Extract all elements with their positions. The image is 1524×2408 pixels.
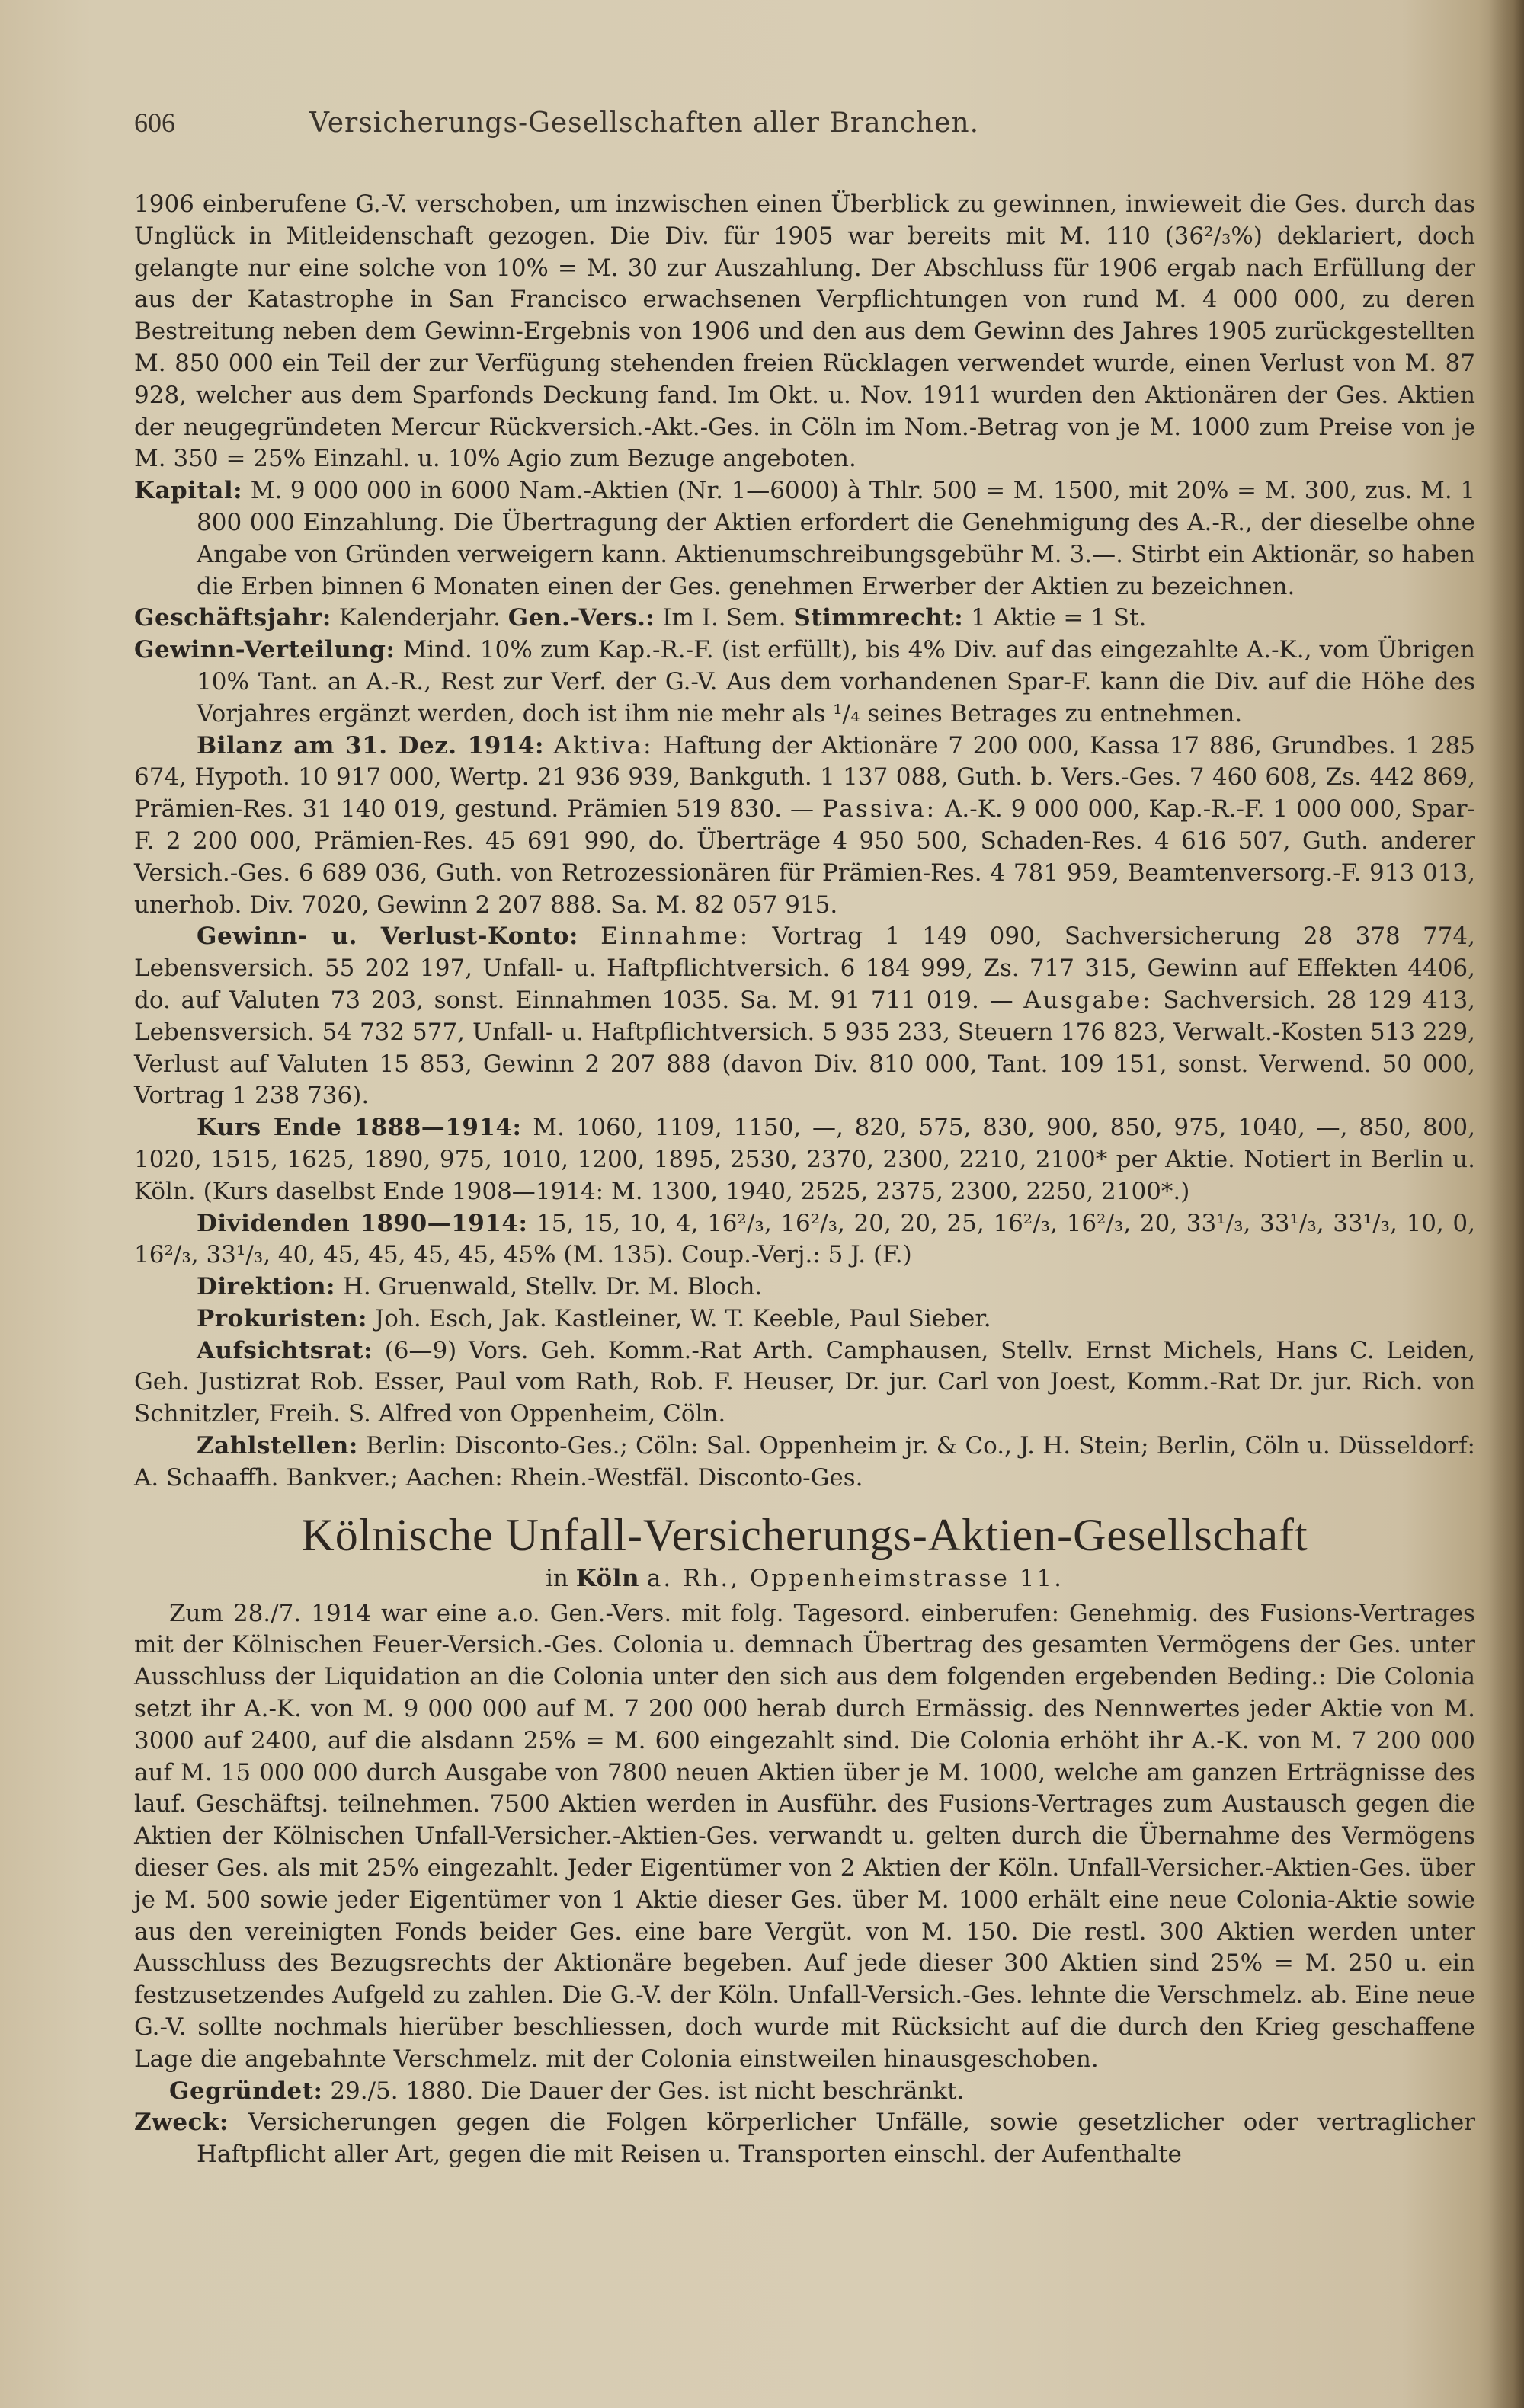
intro-text: 1906 einberufene G.-V. verschoben, um inzwischen einen Überblick zu gewinnen, inwieweit die Ges. durch das Unglück in Mitleidenschaft gezogen. Die Div. für 1905 war bereits mit M. 110 (36²/₃%) deklariert, doch gelangte nur eine solche von 10% = M. 30 zur Auszahlung. Der Abschluss für 1906 ergab nach Erfüllung der aus der Katastrophe in San Francisco erwachsenen Verpflichtungen von rund M. 4 000 000, zu deren Bestreitung neben dem Gewinn-Ergebnis von 1906 und den aus dem Gewinn des Jahres 1905 zurückgestellten M. 850 000 ein Teil der zur Verfügung stehenden freien Rücklagen verwendet wurde, einen Verlust von M. 87 928, welcher aus dem Sparfonds Deckung fand. Im Okt. u. Nov. 1911 wurden den Aktionären der Ges. Aktien der neugegründeten Mercur Rückversich.-Akt.-Ges. in Cöln im Nom.-Betrag von je M. 1000 zum Preise von je M. 350 = 25% Einzahl. u. 10% Agio zum Bezuge angeboten. [134,190,1475,473]
einnahme-label: Einnahme: [600,923,751,951]
gewinnverteilung-label: Gewinn-Verteilung: [134,636,395,664]
company-title: Kölnische Unfall-Versicherungs-Aktien-Gesellschaft [301,1509,1308,1560]
fusion-paragraph [134,1598,1475,2076]
ausgabe-label: Ausgabe: [1023,986,1153,1014]
dividenden-text: 15, 15, 10, 4, 16²/₃, 16²/₃, 20, 20, 25, 16²/₃, 16²/₃, 20, 33¹/₃, 33¹/₃, 33¹/₃, 10, 0, 16²/₃, 33¹/₃, 40, 45, 45, 45, 45, 45% (M. 135). Coup.-Verj.: 5 J. (F.) [134,1209,1475,1269]
geschaeftsjahr-label: Geschäftsjahr: [134,604,331,632]
kapital-label: Kapital: [134,477,243,505]
page-content [134,189,1475,2171]
prokuristen-paragraph [134,1303,1475,1335]
bilanz-paragraph [134,731,1475,922]
page-gutter-shadow [1489,0,1524,2408]
kurs-text: M. 1060, 1109, 1150, —, 820, 575, 830, 900, 850, 975, 1040, —, 850, 800, 1020, 1515, 1625, 1890, 975, 1010, 1200, 1895, 2530, 2370, 2300, 2210, 2100* per Aktie. Notiert in Berlin u. Köln. (Kurs daselbst Ende 1908—1914: M. 1300, 1940, 2525, 2375, 2300, 2250, 2100*.) [134,1114,1475,1205]
zahlstellen-text: Berlin: Disconto-Ges.; Cöln: Sal. Oppenheim jr. & Co., J. H. Stein; Berlin, Cöln u. Düsseldorf: A. Schaaffh. Bankver.; Aachen: Rhein.-Westfäl. Disconto-Ges. [134,1432,1475,1492]
zweck-paragraph [134,2107,1475,2171]
geschaeftsjahr-text: Kalenderjahr. [338,604,501,632]
aktiva-text: Haftung der Aktionäre 7 200 000, Kassa 17 886, Grundbes. 1 285 674, Hypoth. 10 917 000, Wertp. 21 936 939, Bankguth. 1 137 088, Guth. b. Vers.-Ges. 7 460 608, Zs. 442 869, Prämien-Res. 31 140 019, gestund. Prämien 519 830. — [134,731,1475,823]
direktion-label: Direktion: [197,1273,335,1301]
page-number: 606 [134,107,175,138]
gewinnverteilung-paragraph [134,635,1475,730]
intro-paragraph [134,189,1475,475]
bilanz-label: Bilanz am 31. Dez. 1914: [197,731,544,759]
address-city: Köln [575,1564,640,1592]
zweck-text: Versicherungen gegen die Folgen körperlicher Unfälle, sowie gesetzlicher oder vertraglicher Haftpflicht aller Art, gegen die mit Reisen u. Transporten einschl. der Aufenthalte [197,2109,1475,2169]
guv-label: Gewinn- u. Verlust-Konto: [197,923,578,951]
direktion-text: H. Gruenwald, Stellv. Dr. M. Bloch. [342,1273,763,1301]
kurs-label: Kurs Ende 1888—1914: [197,1114,522,1142]
ausgabe-text: Sachversich. 28 129 413, Lebensversich. 54 732 577, Unfall- u. Haftpflichtversich. 5 935 233, Steuern 176 823, Verwalt.-Kosten 513 229, Verlust auf Valuten 15 853, Gewinn 2 207 888 (davon Div. 810 000, Tant. 109 151, sonst. Verwend. 50 000, Vortrag 1 238 736). [134,986,1476,1110]
dividenden-label: Dividenden 1890—1914: [197,1209,528,1237]
genvers-text: Im I. Sem. [662,604,786,632]
zahlstellen-paragraph [134,1431,1475,1495]
passiva-label: Passiva: [821,795,937,823]
zweck-label: Zweck: [134,2109,229,2137]
prokuristen-text: Joh. Esch, Jak. Kastleiner, W. T. Keeble, Paul Sieber. [374,1304,991,1332]
genvers-label: Gen.-Vers.: [507,604,655,632]
direktion-paragraph [134,1271,1475,1303]
stimmrecht-label: Stimmrecht: [793,604,964,632]
zahlstellen-label: Zahlstellen: [197,1432,358,1460]
passiva-text: A.-K. 9 000 000, Kap.-R.-F. 1 000 000, Spar-F. 2 200 000, Prämien-Res. 45 691 990, do. Überträge 4 950 500, Schaden-Res. 4 616 507, Guth. anderer Versich.-Ges. 6 689 036, Guth. von Retrozessionären für Prämien-Res. 4 781 959, Beamtenversorg.-F. 913 013, unerhob. Div. 7020, Gewinn 2 207 888. Sa. M. 82 057 915. [134,795,1475,919]
guv-paragraph [134,921,1475,1112]
gegruendet-label: Gegründet: [169,2077,323,2105]
aufsichtsrat-label: Aufsichtsrat: [197,1336,373,1364]
geschaeftsjahr-paragraph [134,603,1475,635]
aktiva-label: Aktiva: [553,731,654,759]
gegruendet-paragraph [134,2076,1475,2108]
fusion-text: Zum 28./7. 1914 war eine a.o. Gen.-Vers. mit folg. Tagesord. einberufen: Genehmig. des Fusions-Vertrages mit der Kölnischen Feuer-Versich.-Ges. Colonia u. demnach Übertrag des gesamten Vermögens der Ges. unter Ausschluss der Liquidation an die Colonia unter den sich aus dem folgenden ergebenden Beding.: Die Colonia setzt ihr A.-K. von M. 9 000 000 auf M. 7 200 000 herab durch Ermässig. des Nennwertes jeder Aktie von M. 3000 auf 2400, auf die alsdann 25% = M. 600 eingezahlt sind. Die Colonia erhöht ihr A.-K. von M. 7 200 000 auf M. 15 000 000 durch Ausgabe von 7800 neuen Aktien über je M. 1000, welche am ganzen Erträgnisse des lauf. Geschäftsj. teilnehmen. 7500 Aktien werden in Ausführ. des Fusions-Vertrages zum Austausch gegen die Aktien der Kölnischen Unfall-Versicher.-Aktien-Ges. verwandt u. gelten durch die Übernahme des Vermögens dieser Ges. als mit 25% eingezahlt. Jeder Eigentümer von 2 Aktien der Köln. Unfall-Versicher.-Aktien-Ges. über je M. 500 sowie jeder Eigentümer von 1 Aktie dieser Ges. über M. 1000 erhält eine neue Colonia-Aktie sowie aus den vereinigten Fonds beider Ges. eine bare Vergüt. von M. 150. Die restl. 300 Aktien werden unter Ausschluss des Bezugsrechts der Aktionäre begeben. Auf jede dieser 300 Aktien sind 25% = M. 250 u. ein festzusetzendes Aufgeld zu zahlen. Die G.-V. der Köln. Unfall-Versich.-Ges. lehnte die Verschmelz. ab. Eine neue G.-V. sollte nochmals hierüber beschliessen, doch wurde mit Rücksicht auf die durch den Krieg geschaffene Lage die angebahnte Verschmelz. mit der Colonia einstweilen hinausgeschoben. [134,1599,1475,2073]
address-prefix: in [546,1564,568,1592]
running-head: Versicherungs-Gesellschaften aller Branchen. [309,107,980,139]
company-address [134,1563,1475,1594]
address-rest: a. Rh., Oppenheimstrasse 11. [646,1564,1064,1592]
gegruendet-text: 29./5. 1880. Die Dauer der Ges. ist nicht beschränkt. [330,2077,965,2105]
kapital-paragraph [134,475,1475,603]
stimmrecht-text: 1 Aktie = 1 St. [971,604,1147,632]
prokuristen-label: Prokuristen: [197,1304,367,1332]
kurs-paragraph [134,1112,1475,1207]
page-header [134,107,1471,139]
einnahme-text: Vortrag 1 149 090, Sachversicherung 28 378 774, Lebensversich. 55 202 197, Unfall- u. Haftpflichtversich. 6 184 999, Zs. 717 315, Gewinn auf Effekten 4406, do. auf Valuten 73 203, sonst. Einnahmen 1035. Sa. M. 91 711 019. — [134,923,1476,1014]
aufsichtsrat-text: (6—9) Vors. Geh. Komm.-Rat Arth. Camphausen, Stellv. Ernst Michels, Hans C. Leiden, Geh. Justizrat Rob. Esser, Paul vom Rath, Rob. F. Heuser, Dr. jur. Carl von Joest, Komm.-Rat Dr. jur. Rich. von Schnitzler, Freih. S. Alfred von Oppenheim, Cöln. [134,1336,1475,1428]
gewinnverteilung-text: Mind. 10% zum Kap.-R.-F. (ist erfüllt), bis 4% Div. auf das eingezahlte A.-K., vom Übrigen 10% Tant. an A.-R., Rest zur Verf. der G.-V. Aus dem vorhandenen Spar-F. kann die Div. auf die Höhe des Vorjahres ergänzt werden, doch ist ihm nie mehr als ¹/₄ seines Betrages zu entnehmen. [197,636,1475,728]
dividenden-paragraph [134,1208,1475,1272]
aufsichtsrat-paragraph [134,1335,1475,1431]
kapital-text: M. 9 000 000 in 6000 Nam.-Aktien (Nr. 1—6000) à Thlr. 500 = M. 1500, mit 20% = M. 300, zus. M. 1 800 000 Einzahlung. Die Übertragung der Aktien erfordert die Genehmigung des A.-R., der dieselbe ohne Angabe von Gründen verweigern kann. Aktienumschreibungsgebühr M. 3.—. Stirbt ein Aktionär, so haben die Erben binnen 6 Monaten einen der Ges. genehmen Erwerber der Aktien zu bezeichnen. [197,477,1475,600]
